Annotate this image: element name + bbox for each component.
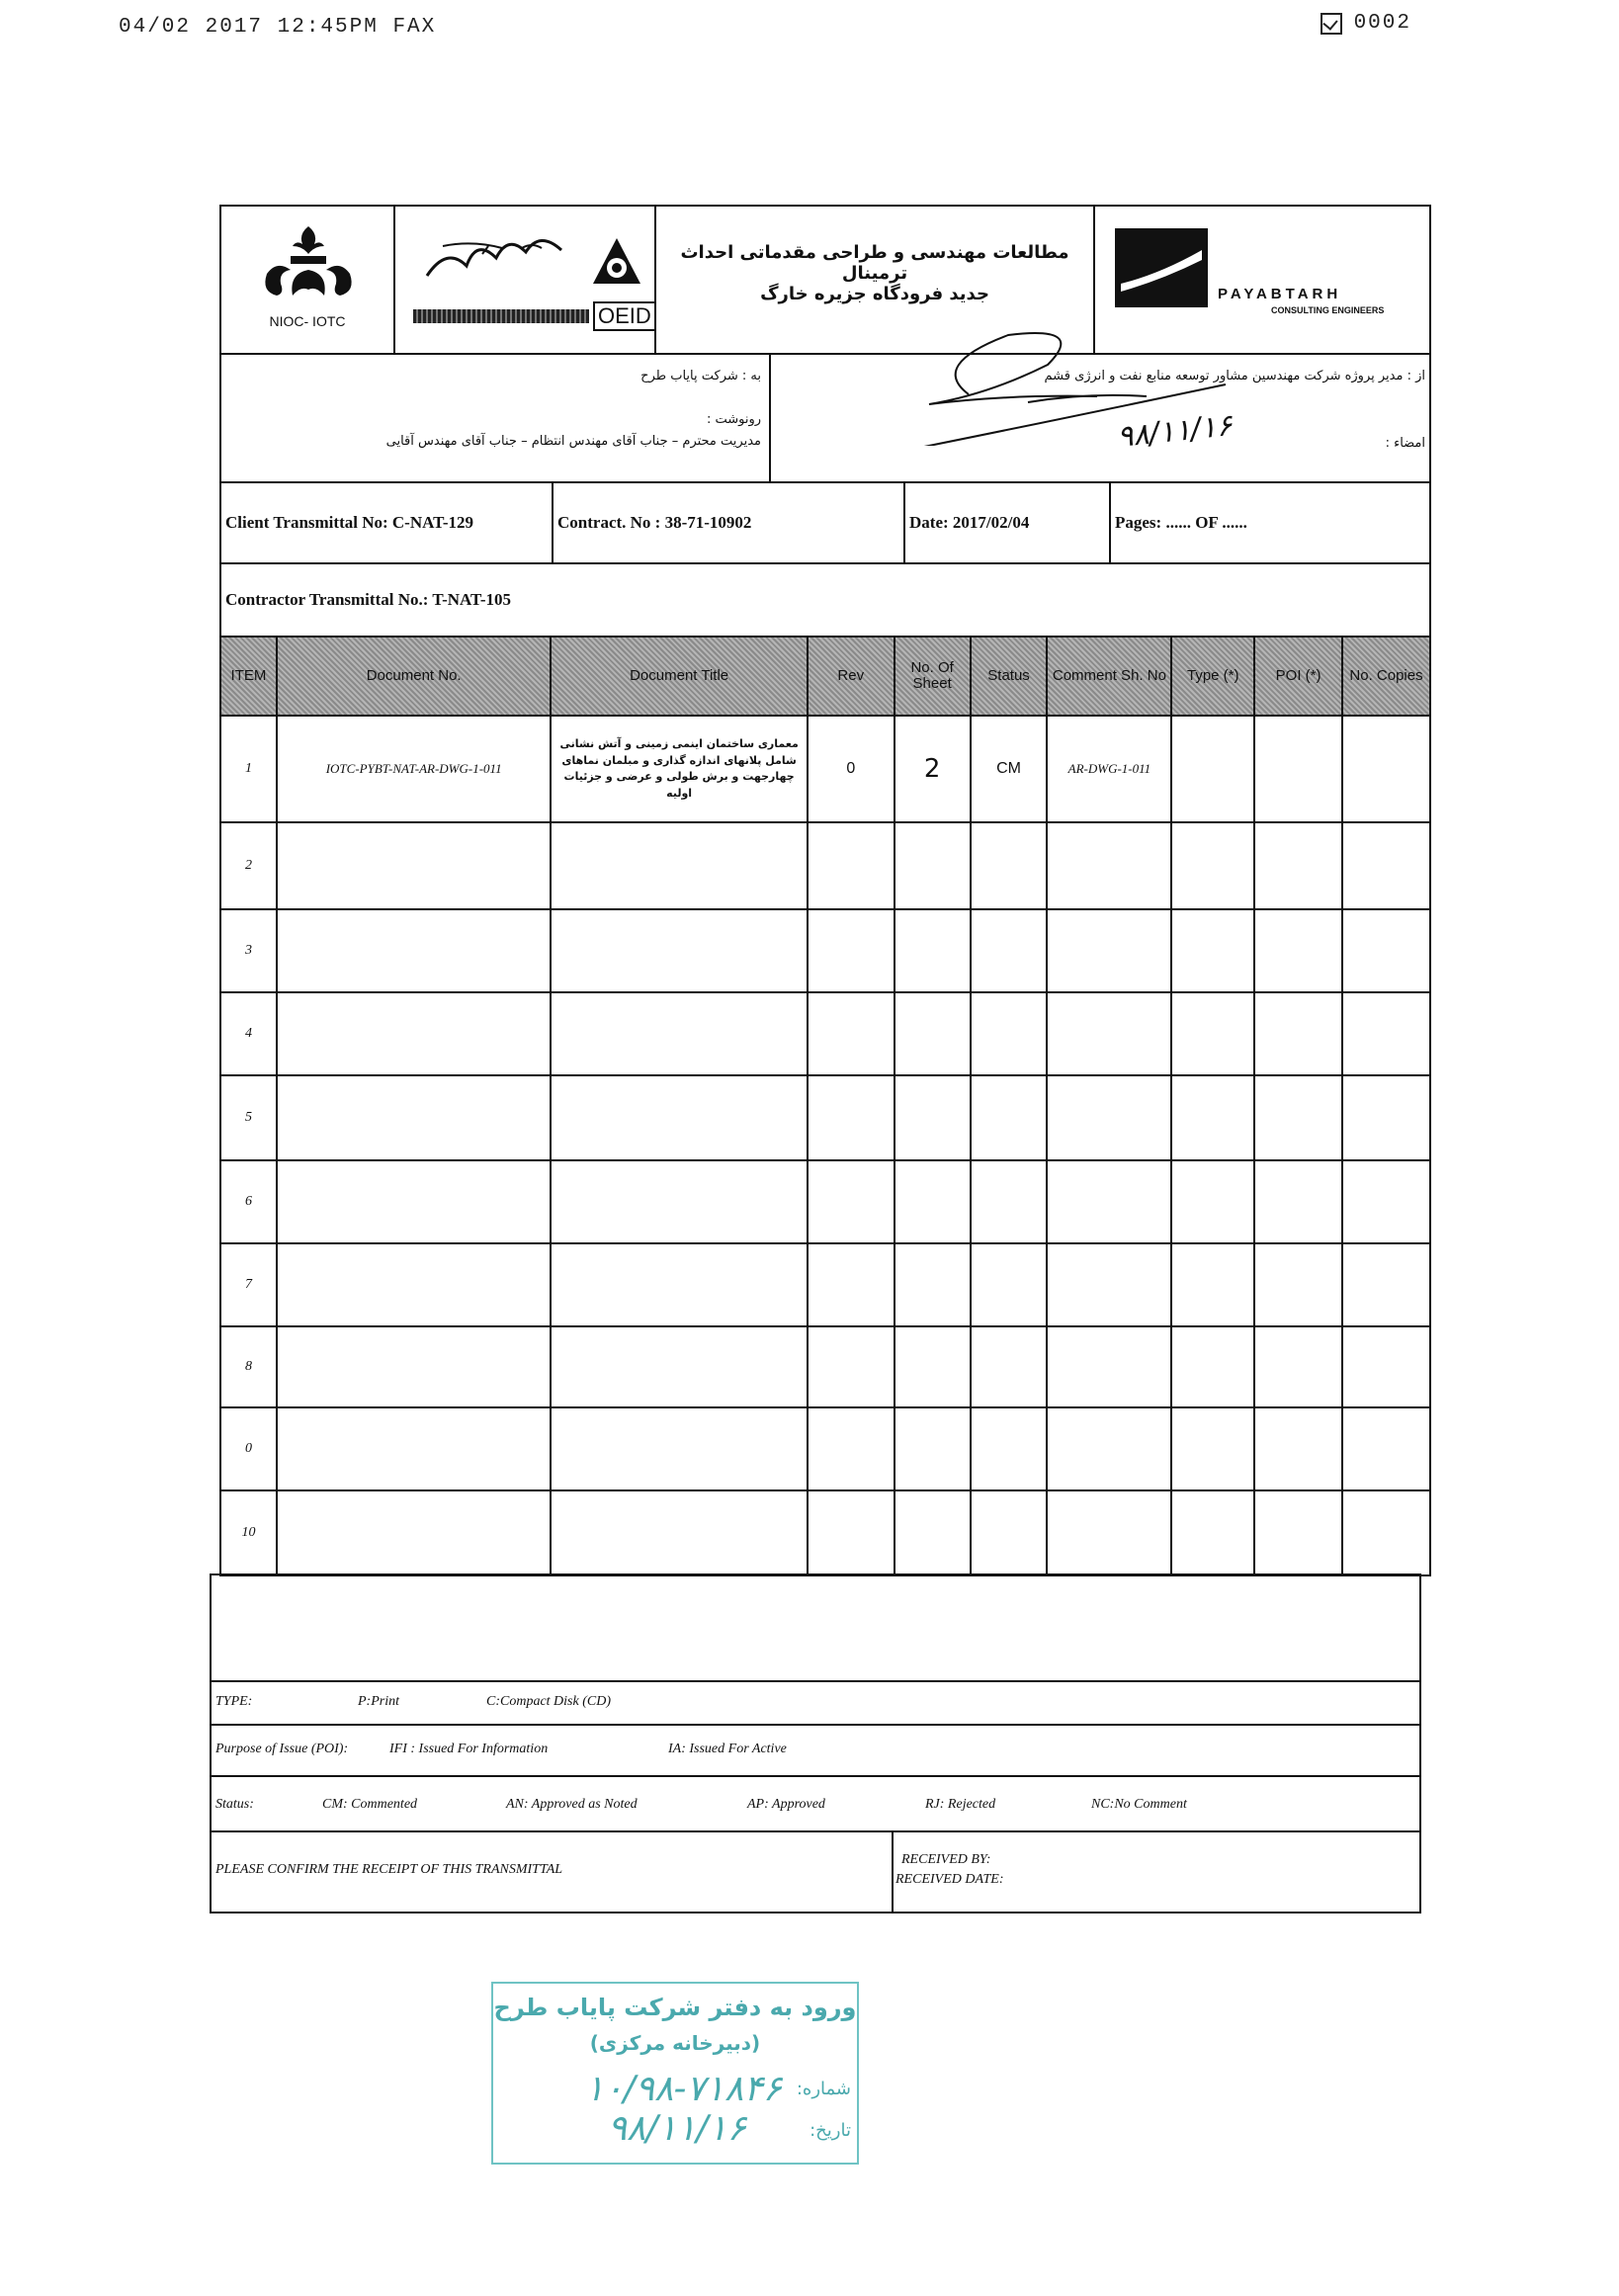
status-label: Status: bbox=[215, 1797, 254, 1812]
cell-comment-sheet-no bbox=[1047, 1407, 1171, 1490]
table-row bbox=[220, 822, 1430, 909]
table-row bbox=[220, 909, 1430, 992]
cell-document-title bbox=[551, 1326, 807, 1407]
cell-document-number bbox=[277, 1490, 551, 1575]
cell-type bbox=[1171, 1490, 1254, 1575]
fax-header-text: 04/02 2017 12:45PM FAX bbox=[119, 16, 437, 39]
contract-cell bbox=[554, 483, 905, 562]
pages-cell bbox=[1111, 483, 1433, 562]
cell-status bbox=[971, 822, 1048, 909]
cell-document-title bbox=[551, 992, 807, 1075]
cell-poi bbox=[1254, 1243, 1342, 1326]
cell-item-number bbox=[220, 1243, 277, 1326]
cell-sheet-count bbox=[895, 909, 971, 992]
table-row bbox=[220, 1160, 1430, 1243]
cell-type bbox=[1171, 1326, 1254, 1407]
table-row bbox=[220, 1326, 1430, 1407]
cell-status bbox=[971, 1326, 1048, 1407]
cell-copies bbox=[1342, 909, 1430, 992]
cell-revision bbox=[808, 992, 895, 1075]
status-an: AN: Approved as Noted bbox=[506, 1797, 638, 1812]
oeid-logo-text: OEID bbox=[593, 301, 656, 331]
cell-type bbox=[1171, 1075, 1254, 1160]
cell-revision bbox=[808, 1407, 895, 1490]
cell-comment-sheet-no bbox=[1047, 1490, 1171, 1575]
date-cell bbox=[905, 483, 1111, 562]
cell-copies bbox=[1342, 1243, 1430, 1326]
handwritten-date: ۹۸/۱۱/۱۶ bbox=[1115, 407, 1235, 456]
purpose-ia: IA: Issued For Active bbox=[668, 1742, 787, 1756]
cell-sheet-count bbox=[895, 716, 971, 822]
pages-text: Pages: ...... OF ...... bbox=[1115, 513, 1247, 532]
oeid-logo-cell bbox=[395, 207, 656, 353]
nioc-logo-icon bbox=[221, 213, 395, 311]
col-header-comment-sh: Comment Sh. No bbox=[1048, 638, 1170, 715]
cell-sheet-count bbox=[895, 1407, 971, 1490]
cell-document-title bbox=[551, 1490, 807, 1575]
stamp-number: ۱۰/۹۸-۷۱۸۴۶ bbox=[584, 2069, 782, 2109]
type-label: TYPE: bbox=[215, 1694, 253, 1709]
cell-item-number bbox=[220, 822, 277, 909]
cell-poi bbox=[1254, 1490, 1342, 1575]
table-row bbox=[220, 1243, 1430, 1326]
cell-revision bbox=[808, 1243, 895, 1326]
cell-revision bbox=[808, 1160, 895, 1243]
purpose-ifi: IFI : Issued For Information bbox=[389, 1742, 549, 1756]
cell-poi bbox=[1254, 909, 1342, 992]
cell-document-title-text: معماری ساختمان اینمی زمینی و آتش نشانی شامل پلانهای اندازه گذاری و مبلمان نماهای چهارجهت و برش طولی و عرضی و جزئیات اولیه bbox=[559, 737, 799, 800]
to-cell bbox=[221, 355, 771, 481]
document-table bbox=[219, 636, 1431, 1562]
cell-poi bbox=[1254, 1075, 1342, 1160]
cell-status bbox=[971, 1075, 1048, 1160]
status-ap: AP: Approved bbox=[747, 1797, 825, 1812]
cell-status bbox=[971, 1243, 1048, 1326]
type-print: P:Print bbox=[358, 1694, 399, 1709]
cell-document-number bbox=[277, 909, 551, 992]
handwritten-signature bbox=[771, 315, 1324, 446]
cell-type bbox=[1171, 716, 1254, 822]
cell-copies bbox=[1342, 1160, 1430, 1243]
table-row bbox=[220, 716, 1430, 822]
from-sender: از : مدیر پروژه شرکت مهندسین مشاور توسعه منابع نفت و انرژی قشم bbox=[1044, 369, 1425, 383]
cell-poi bbox=[1254, 992, 1342, 1075]
cell-comment-sheet-no bbox=[1047, 1326, 1171, 1407]
cell-copies bbox=[1342, 1490, 1430, 1575]
cell-comment-sheet-no bbox=[1047, 822, 1171, 909]
cell-type bbox=[1171, 1407, 1254, 1490]
cell-revision bbox=[808, 1326, 895, 1407]
signature-label: امضاء : bbox=[1385, 436, 1425, 451]
cell-status bbox=[971, 1490, 1048, 1575]
cell-comment-sheet-no bbox=[1047, 1243, 1171, 1326]
cell-revision bbox=[808, 716, 895, 822]
cell-copies bbox=[1342, 1326, 1430, 1407]
stamp-date: ۹۸/۱۱/۱۶ bbox=[607, 2108, 746, 2149]
from-cell bbox=[771, 355, 1429, 481]
cell-document-number-text: IOTC-PYBT-NAT-AR-DWG-1-011 bbox=[325, 761, 502, 776]
payabtarh-name: PAYABTARH bbox=[1218, 286, 1342, 302]
cell-item-number-text: 4 bbox=[244, 1026, 252, 1041]
cell-document-title bbox=[551, 909, 807, 992]
cell-revision bbox=[808, 1075, 895, 1160]
cell-sheet-count bbox=[895, 822, 971, 909]
confirm-text: PLEASE CONFIRM THE RECEIPT OF THIS TRANSMITTAL bbox=[215, 1862, 563, 1877]
cell-document-number bbox=[277, 1075, 551, 1160]
col-header-sheets: No. Of Sheet bbox=[895, 638, 970, 715]
col-header-type: Type (*) bbox=[1172, 638, 1253, 715]
col-header-rev: Rev bbox=[809, 638, 894, 715]
cell-item-number-text: 0 bbox=[244, 1441, 252, 1456]
cell-copies bbox=[1342, 1075, 1430, 1160]
col-header-doc-no: Document No. bbox=[278, 638, 550, 715]
oeid-triangle-icon bbox=[591, 236, 642, 286]
cell-type bbox=[1171, 1243, 1254, 1326]
contractor-transmittal-row bbox=[219, 562, 1431, 638]
col-header-status: Status bbox=[972, 638, 1047, 715]
purpose-label: Purpose of Issue (POI): bbox=[215, 1742, 349, 1756]
status-nc: NC:No Comment bbox=[1091, 1797, 1187, 1812]
cell-type bbox=[1171, 992, 1254, 1075]
type-cd: C:Compact Disk (CD) bbox=[486, 1694, 611, 1709]
cell-revision bbox=[808, 822, 895, 909]
cell-document-title bbox=[551, 1243, 807, 1326]
cell-item-number-text: 3 bbox=[244, 943, 252, 958]
stamp-line2: (دبیرخانه مرکزی) bbox=[589, 2031, 761, 2055]
cell-revision-text: 0 bbox=[846, 760, 856, 777]
cell-sheet-count bbox=[895, 1326, 971, 1407]
cell-copies bbox=[1342, 716, 1430, 822]
cell-comment-sheet-no bbox=[1047, 909, 1171, 992]
cell-copies bbox=[1342, 992, 1430, 1075]
cell-status bbox=[971, 1407, 1048, 1490]
cell-copies bbox=[1342, 822, 1430, 909]
table-row bbox=[220, 1407, 1430, 1490]
status-cm: CM: Commented bbox=[322, 1797, 418, 1812]
nioc-logo-text: NIOC- IOTC bbox=[269, 313, 346, 329]
oeid-script-logo bbox=[423, 236, 571, 282]
cell-poi bbox=[1254, 1160, 1342, 1243]
cell-item-number-text: 6 bbox=[244, 1194, 252, 1209]
cell-poi bbox=[1254, 1326, 1342, 1407]
remarks-box bbox=[210, 1573, 1421, 1680]
checkbox-icon bbox=[1321, 13, 1342, 35]
cell-sheet-count bbox=[895, 992, 971, 1075]
receipt-stamp bbox=[491, 1982, 859, 2165]
addressing-block bbox=[219, 353, 1431, 483]
nioc-logo-cell bbox=[221, 207, 395, 353]
cell-revision bbox=[808, 1490, 895, 1575]
cell-item-number-text: 10 bbox=[241, 1525, 256, 1540]
client-transmittal-text: Client Transmittal No: C-NAT-129 bbox=[225, 513, 474, 532]
cell-document-number bbox=[277, 822, 551, 909]
project-title-line1: مطالعات مهندسی و طراحی مقدماتی احداث ترمینال bbox=[680, 242, 1069, 284]
cell-status-text: CM bbox=[996, 760, 1021, 777]
project-title-line2: جدید فرودگاه جزیره خارگ bbox=[760, 284, 989, 304]
legend-block bbox=[210, 1573, 1421, 1913]
cell-comment-sheet-no bbox=[1047, 716, 1171, 822]
cell-comment-sheet-no-text: AR-DWG-1-011 bbox=[1067, 761, 1151, 776]
cell-comment-sheet-no bbox=[1047, 1075, 1171, 1160]
col-header-copies: No. Copies bbox=[1343, 638, 1429, 715]
fax-page-value: 0002 bbox=[1353, 12, 1411, 35]
cell-item-number bbox=[220, 1326, 277, 1407]
cell-item-number-text: 1 bbox=[244, 761, 252, 776]
cell-status bbox=[971, 909, 1048, 992]
table-header-row bbox=[220, 637, 1430, 716]
cell-copies bbox=[1342, 1407, 1430, 1490]
cell-type bbox=[1171, 1160, 1254, 1243]
oeid-bar bbox=[413, 309, 589, 323]
cell-document-number bbox=[277, 1243, 551, 1326]
cell-revision bbox=[808, 909, 895, 992]
payabtarh-logo-icon bbox=[1115, 228, 1208, 307]
cell-item-number bbox=[220, 1160, 277, 1243]
status-rj: RJ: Rejected bbox=[925, 1797, 996, 1812]
cell-item-number-text: 2 bbox=[244, 858, 252, 873]
stamp-number-label: شماره: bbox=[796, 2079, 851, 2099]
col-header-item: ITEM bbox=[221, 638, 276, 715]
cell-document-number bbox=[277, 1160, 551, 1243]
cell-status bbox=[971, 1160, 1048, 1243]
info-row bbox=[219, 481, 1431, 564]
cell-item-number bbox=[220, 716, 277, 822]
cell-item-number-text: 7 bbox=[244, 1277, 252, 1292]
fax-page-number bbox=[1321, 12, 1411, 35]
cell-sheet-count bbox=[895, 1075, 971, 1160]
cell-item-number bbox=[220, 1407, 277, 1490]
table-row bbox=[220, 1490, 1430, 1575]
table-row bbox=[220, 992, 1430, 1075]
confirm-cell bbox=[212, 1832, 894, 1912]
cell-document-number bbox=[277, 1326, 551, 1407]
cell-item-number bbox=[220, 992, 277, 1075]
col-header-doc-title: Document Title bbox=[552, 638, 806, 715]
to-recipient: به : شرکت پایاب طرح bbox=[640, 369, 761, 383]
cell-poi bbox=[1254, 822, 1342, 909]
cell-document-title bbox=[551, 822, 807, 909]
legend-status-row bbox=[210, 1775, 1421, 1830]
cell-comment-sheet-no bbox=[1047, 1160, 1171, 1243]
legend-type-row bbox=[210, 1680, 1421, 1724]
cc-recipients: مدیریت محترم – جناب آقای مهندس انتظام – جناب آقای مهندس آقایی bbox=[385, 434, 761, 449]
cell-poi bbox=[1254, 1407, 1342, 1490]
cc-label: رونوشت : bbox=[706, 412, 761, 427]
payabtarh-subtitle: CONSULTING ENGINEERS bbox=[1271, 305, 1385, 315]
cell-sheet-count bbox=[895, 1160, 971, 1243]
cell-type bbox=[1171, 822, 1254, 909]
stamp-line1: ورود به دفتر شرکت پایاب طرح bbox=[493, 1994, 857, 2021]
contractor-transmittal-text: Contractor Transmittal No.: T-NAT-105 bbox=[225, 590, 511, 609]
cell-sheet-count-text: 2 bbox=[923, 754, 941, 784]
cell-document-title bbox=[551, 1160, 807, 1243]
col-header-poi: POI (*) bbox=[1255, 638, 1341, 715]
cell-document-title bbox=[551, 1075, 807, 1160]
stamp-date-label: تاریخ: bbox=[810, 2120, 851, 2141]
legend-confirm-row bbox=[210, 1830, 1421, 1913]
cell-document-number bbox=[277, 1407, 551, 1490]
table-row bbox=[220, 1075, 1430, 1160]
cell-document-number bbox=[277, 992, 551, 1075]
cell-item-number-text: 5 bbox=[244, 1110, 252, 1125]
cell-type bbox=[1171, 909, 1254, 992]
contract-text: Contract. No : 38-71-10902 bbox=[557, 513, 752, 532]
cell-item-number bbox=[220, 1075, 277, 1160]
received-date: RECEIVED DATE: bbox=[895, 1872, 1004, 1887]
date-text: Date: 2017/02/04 bbox=[909, 513, 1030, 532]
client-transmittal-cell bbox=[221, 483, 554, 562]
cell-document-number bbox=[277, 716, 551, 822]
cell-document-title bbox=[551, 1407, 807, 1490]
cell-status bbox=[971, 716, 1048, 822]
cell-sheet-count bbox=[895, 1243, 971, 1326]
received-by: RECEIVED BY: bbox=[901, 1852, 991, 1867]
legend-purpose-row bbox=[210, 1724, 1421, 1775]
cell-document-title bbox=[551, 716, 807, 822]
cell-item-number bbox=[220, 909, 277, 992]
cell-comment-sheet-no bbox=[1047, 992, 1171, 1075]
cell-sheet-count bbox=[895, 1490, 971, 1575]
cell-status bbox=[971, 992, 1048, 1075]
cell-item-number bbox=[220, 1490, 277, 1575]
cell-item-number-text: 8 bbox=[244, 1359, 252, 1374]
cell-poi bbox=[1254, 716, 1342, 822]
